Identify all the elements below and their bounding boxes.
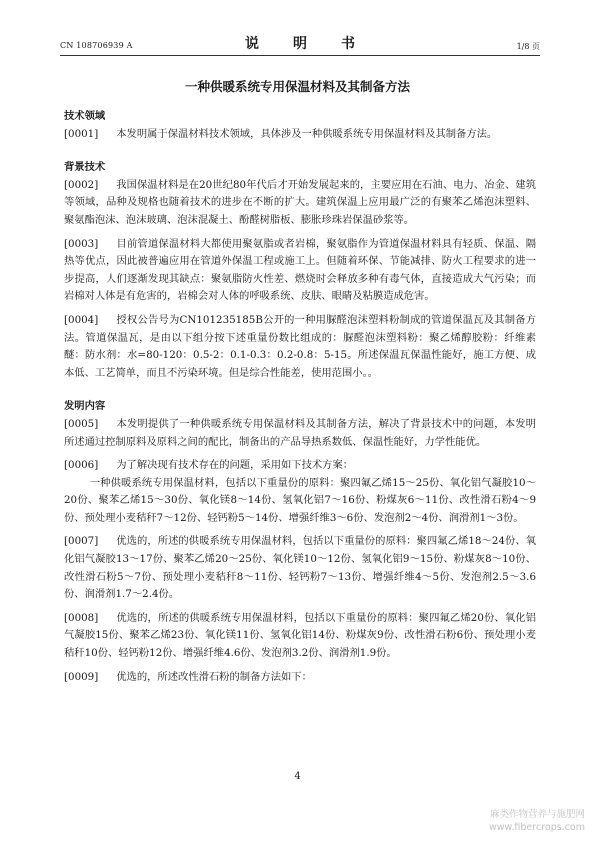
- paragraph-0008: [64, 610, 536, 663]
- paragraph-number: [0007]: [64, 535, 99, 548]
- watermark-line-2: www.fibercrops.com: [488, 822, 585, 833]
- paragraph-number: [0001]: [64, 127, 99, 140]
- document-body: [64, 108, 536, 686]
- paragraph-text: 优选的，所述改性滑石粉的制备方法如下：: [116, 670, 312, 683]
- watermark: [489, 808, 585, 834]
- paragraph-0007: [64, 533, 536, 603]
- paragraph-text: 我国保温材料是在20世纪80年代后才开始发展起来的，主要应用在石油、电力、冶金、建筑等领域，品种及规格也随着技术的进步在不断的扩大。建筑保温上应用最广泛的有聚苯乙烯泡沫塑料、聚氨酯泡沫、泡沫玻璃、泡沫混凝土、酚醛树脂板、膨胀珍珠岩保温砂浆等。: [64, 178, 536, 226]
- section-heading-invention: 发明内容: [64, 400, 106, 413]
- paragraph-number: [0009]: [64, 670, 99, 683]
- document-title: 一种供暖系统专用保温材料及其制备方法: [184, 79, 410, 94]
- section-heading-tech-field: 技术领域: [64, 110, 106, 122]
- paragraph-text: 授权公告号为CN101235185B公开的一种用脲醛泡沫塑料粉制成的管道保温瓦及其制备方法。管道保温瓦，是由以下组分按下述重量份数比组成的：脲醛泡沫塑料粉：聚乙烯醇胶粉：纤维素醚：防水剂：水=80-120：0.5-2：0.1-0.3：0.2-0.8：5-15。所述保温瓦保温性能好，施工方便、成本低、工艺简单，而且不污染环境。但是综合性能差，使用范围小。。: [64, 313, 536, 379]
- paragraph-text: 优选的，所述的供暖系统专用保温材料，包括以下重量份的原料：聚四氟乙烯18～24份、氧化铝气凝胶13～17份、聚苯乙烯20～25份、氧化镁10～12份、氢氧化铝9～15份、粉煤灰8～10份、改性滑石粉5～7份、预处理小麦秸秆8～11份、轻钙粉7～13份、增强纤维4～5份、发泡剂2.5～3.6份、润滑剂1.7～2.4份。: [64, 535, 536, 601]
- paragraph-number: [0008]: [64, 611, 99, 624]
- page-count: 1/8 页: [516, 42, 540, 51]
- paragraph-0002: [64, 177, 536, 230]
- section-heading-background: 背景技术: [64, 161, 106, 174]
- paragraph-text: 本发明提供了一种供暖系统专用保温材料及其制备方法，解决了背景技术中的问题，本发明所述通过控制原料及原料之间的配比，制备出的产品导热系数低、保温性能好，力学性能优。: [64, 417, 536, 448]
- paragraph-0009: [64, 669, 536, 687]
- paragraph-0006: [64, 457, 536, 475]
- paragraph-number: [0006]: [64, 459, 99, 472]
- paragraph-text: 为了解决现有技术存在的问题，采用如下技术方案：: [116, 459, 354, 472]
- paragraph-number: [0005]: [64, 417, 99, 430]
- doc-type-heading: 说 明 书: [245, 36, 365, 52]
- paragraph-text: 本发明属于保温材料技术领域，具体涉及一种供暖系统专用保温材料及其制备方法。: [116, 127, 498, 140]
- paragraph-0001: [64, 126, 536, 144]
- paragraph-text: 目前管道保温材料大都使用聚氨脂或者岩棉，聚氨脂作为管道保温材料具有轻质、保温、隔热等优点，因此被普遍应用在管道外保温工程或施工上。但随着环保、节能减排、防火工程要求的进一步提高，人们逐渐发现其缺点：聚氨脂防火性差、燃烧时会释放多种有毒气体，直接造成大气污染；而岩棉对人体是有危害的，岩棉会对人体的呼吸系统、皮肤、眼睛及粘膜造成危害。: [64, 237, 536, 303]
- paragraph-number: [0002]: [64, 178, 99, 191]
- watermark-line-1: 麻类作物营养与施肥网: [489, 809, 585, 820]
- paragraph-number: [0004]: [64, 313, 99, 326]
- paragraph-0004: [64, 312, 536, 382]
- doc-number: CN 108706939 A: [60, 41, 133, 50]
- paragraph-text: 优选的，所述的供暖系统专用保温材料，包括以下重量份的原料：聚四氟乙烯20份、氧化铝气凝胶15份、聚苯乙烯23份、氧化镁11份、氢氧化铝14份、粉煤灰9份、改性滑石粉6份、预处理小麦秸秆10份、轻钙粉12份、增强纤维4.6份、发泡剂3.2份、润滑剂1.9份。: [64, 611, 536, 660]
- paragraph-number: [0003]: [64, 237, 99, 250]
- paragraph-0005: [64, 416, 536, 451]
- paragraph-0003: [64, 236, 536, 306]
- paragraph-0006-body: 一种供暖系统专用保温材料，包括以下重量份的原料：聚四氟乙烯15～25份、氧化铝气凝胶10～20份、聚苯乙烯15～30份、氧化镁8～14份、氢氧化铝7～16份、粉煤灰6～11份、改性滑石粉4～9份、预处理小麦秸秆7～12份、轻钙粉5～14份、增强纤维3～6份、发泡剂2～4份、润滑剂1～3份。: [64, 476, 536, 524]
- page-number: 4: [294, 771, 301, 782]
- page-header: [60, 33, 540, 56]
